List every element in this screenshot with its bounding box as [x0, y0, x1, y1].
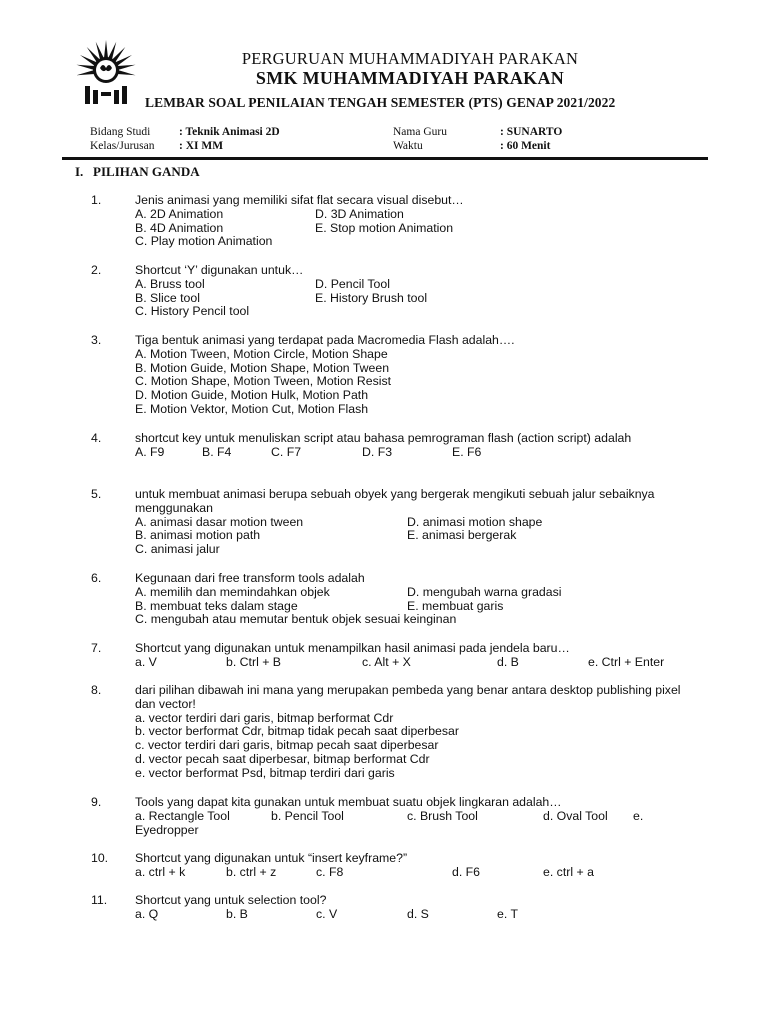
foundation-name: PERGURUAN MUHAMMADIYAH PARAKAN	[241, 49, 579, 68]
question-number: 9.	[91, 795, 102, 809]
option: D. F3	[362, 444, 393, 459]
question-number: 3.	[91, 333, 102, 347]
option: b. B	[226, 906, 248, 921]
question-number: 5.	[91, 487, 102, 501]
question-number: 7.	[91, 641, 102, 655]
kelas-label: Kelas/Jurusan	[90, 140, 155, 152]
option: c. Brush Tool	[407, 808, 478, 823]
question-text: Shortcut yang untuk selection tool?	[135, 893, 327, 907]
option: B. membuat teks dalam stage	[135, 598, 298, 613]
option: C. F7	[271, 444, 302, 459]
option: d. Oval Tool	[543, 808, 608, 823]
option: A. memilih dan memindahkan objek	[135, 584, 330, 599]
option: D. mengubah warna gradasi	[407, 584, 562, 599]
option: B. F4	[202, 444, 232, 459]
option: a. Q	[135, 906, 159, 921]
question-text: Jenis animasi yang memiliki sifat flat secara visual disebut…	[135, 193, 464, 207]
option: B. animasi motion path	[135, 528, 261, 543]
option: C. mengubah atau memutar bentuk objek sesuai keinginan	[135, 612, 457, 627]
option: b. Pencil Tool	[271, 808, 344, 823]
option: e. Ctrl + Enter	[588, 654, 665, 669]
guru-label: Nama Guru	[393, 126, 447, 138]
option: c. Alt + X	[362, 654, 411, 669]
option: c. V	[316, 906, 338, 921]
option: B. Motion Guide, Motion Shape, Motion Tween	[135, 360, 390, 375]
option: d. S	[407, 906, 429, 921]
option: b. ctrl + z	[226, 864, 277, 879]
option: A. 2D Animation	[135, 206, 224, 221]
question-number: 2.	[91, 263, 102, 277]
question-number: 6.	[91, 571, 102, 585]
option: E. Stop motion Animation	[315, 220, 454, 235]
option: E. membuat garis	[407, 598, 504, 613]
question-text: Shortcut yang digunakan untuk “insert keyframe?”	[135, 851, 408, 865]
exam-title: LEMBAR SOAL PENILAIAN TENGAH SEMESTER (PTS) GENAP 2021/2022	[145, 95, 616, 110]
option: a. ctrl + k	[135, 864, 186, 879]
question-text: untuk membuat animasi berupa sebuah obyek yang bergerak mengikuti sebuah jalur sebaiknya menggunakan	[135, 487, 655, 515]
option: B. 4D Animation	[135, 220, 224, 235]
option: Eyedropper	[135, 822, 199, 837]
question-text: shortcut key untuk menuliskan script atau bahasa pemrograman flash (action script) adalah	[135, 431, 632, 445]
question-text: Tools yang dapat kita gunakan untuk membuat suatu objek lingkaran adalah…	[135, 795, 562, 809]
option: e.	[633, 808, 644, 823]
kelas-value: : XI MM	[179, 140, 224, 152]
option: C. Motion Shape, Motion Tween, Motion Resist	[135, 374, 392, 389]
option: c. vector terdiri dari garis, bitmap pecah saat diperbesar	[135, 738, 439, 753]
option: A. Motion Tween, Motion Circle, Motion Shape	[135, 346, 388, 361]
section-title: I. PILIHAN GANDA	[75, 164, 200, 179]
question-number: 10.	[91, 851, 109, 865]
option: C. Play motion Animation	[135, 234, 273, 249]
bidang-value: : Teknik Animasi 2D	[179, 126, 280, 138]
option: A. animasi dasar motion tween	[135, 514, 304, 529]
option: a. V	[135, 654, 157, 669]
guru-value: : SUNARTO	[500, 126, 563, 138]
option: E. F6	[452, 444, 482, 459]
option: A. F9	[135, 444, 165, 459]
question-text: Tiga bentuk animasi yang terdapat pada Macromedia Flash adalah….	[135, 333, 515, 347]
option: e. vector berformat Psd, bitmap terdiri dari garis	[135, 765, 395, 780]
option: D. 3D Animation	[315, 206, 404, 221]
option: A. Bruss tool	[135, 276, 205, 291]
option: B. Slice tool	[135, 290, 200, 305]
question-text: Kegunaan dari free transform tools adalah	[135, 571, 365, 585]
question-number: 11.	[91, 893, 108, 907]
option: E. Motion Vektor, Motion Cut, Motion Flash	[135, 401, 369, 416]
option: b. vector berformat Cdr, bitmap tidak pecah saat diperbesar	[135, 724, 459, 739]
option: a. vector terdiri dari garis, bitmap berformat Cdr	[135, 710, 394, 725]
waktu-value: : 60 Menit	[500, 140, 551, 152]
muhammadiyah-sun-emblem-icon	[73, 40, 139, 106]
question-text: dari pilihan dibawah ini mana yang merupakan pembeda yang benar antara desktop publishing pixel dan vector!	[135, 683, 681, 711]
option: b. Ctrl + B	[226, 654, 282, 669]
question-number: 8.	[91, 683, 102, 697]
question-number: 1.	[91, 193, 102, 207]
option: E. History Brush tool	[315, 290, 428, 305]
option: D. animasi motion shape	[407, 514, 543, 529]
option: E. animasi bergerak	[407, 528, 517, 543]
option: C. animasi jalur	[135, 542, 220, 557]
option: C. History Pencil tool	[135, 304, 250, 319]
question-text: Shortcut yang digunakan untuk menampilkan hasil animasi pada jendela baru…	[135, 641, 570, 655]
question-text: Shortcut ‘Y’ digunakan untuk…	[135, 263, 304, 277]
option: d. vector pecah saat diperbesar, bitmap berformat Cdr	[135, 751, 430, 766]
option: a. Rectangle Tool	[135, 808, 230, 823]
option: e. ctrl + a	[543, 864, 594, 879]
option: D. Pencil Tool	[315, 276, 390, 291]
option: D. Motion Guide, Motion Hulk, Motion Path	[135, 388, 369, 403]
bidang-label: Bidang Studi	[90, 126, 151, 138]
waktu-label: Waktu	[393, 140, 423, 152]
option: d. F6	[452, 864, 481, 879]
school-name: SMK MUHAMMADIYAH PARAKAN	[255, 68, 565, 88]
option: e. T	[497, 906, 518, 921]
question-number: 4.	[91, 431, 102, 445]
option: d. B	[497, 654, 519, 669]
header-divider	[62, 157, 708, 160]
option: c. F8	[316, 864, 344, 879]
